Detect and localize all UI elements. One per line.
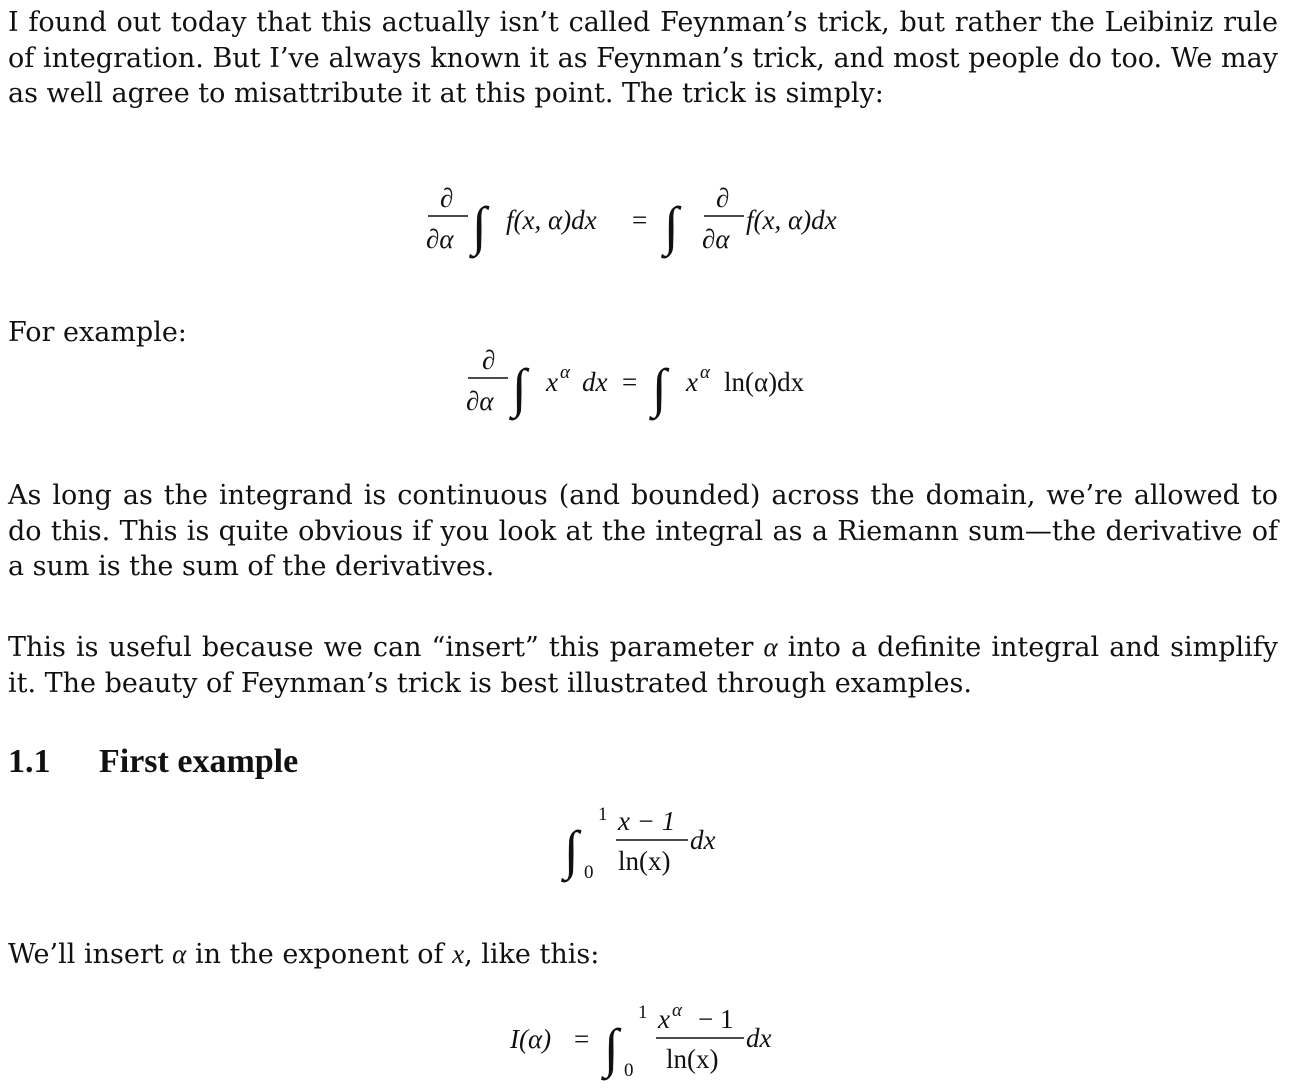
insert-text-end: , like this: xyxy=(464,939,600,970)
insert-text-mid: in the exponent of xyxy=(186,939,453,970)
partial-alpha: ∂α xyxy=(466,386,494,416)
intro-paragraph: I found out today that this actually isn’t called Feynman’s trick, but rather the Leibiniz rule of integration. But I’ve always known it as Feynman’s trick, and most people do too. We may as well agree to misattribute it at this point. The trick is simply: xyxy=(8,7,1278,109)
numerator-minus-one: − 1 xyxy=(698,1004,734,1034)
useful-paragraph xyxy=(8,630,1278,701)
section-title: First example xyxy=(99,743,299,780)
equals-sign: = xyxy=(632,205,648,235)
equation-first-integral xyxy=(560,800,760,890)
dx: dx xyxy=(582,367,608,397)
section-number: 1.1 xyxy=(8,743,51,780)
I-of-alpha: I(α) xyxy=(510,1024,552,1054)
lower-limit: 0 xyxy=(584,862,594,883)
useful-text-end: into a definite integral and simplify it. The beauty of Feynman’s trick is best illustrated through examples. xyxy=(8,632,1278,699)
numerator-alpha: α xyxy=(672,1000,682,1021)
exponent-alpha: α xyxy=(700,362,710,383)
continuity-paragraph: As long as the integrand is continuous (and bounded) across the domain, we’re allowed to do this. This is quite obvious if you look at the integral as a Riemann sum—the derivative of a sum is the sum of the derivatives. xyxy=(8,480,1278,582)
integral-sign: ∫ xyxy=(652,358,667,418)
partial-symbol: ∂ xyxy=(716,183,730,213)
variable-x: x xyxy=(546,367,558,397)
integral-sign: ∫ xyxy=(512,358,527,418)
denominator: ln(x) xyxy=(666,1044,719,1074)
upper-limit: 1 xyxy=(598,804,608,825)
variable-x: x xyxy=(686,367,698,397)
insert-text-start: We’ll insert xyxy=(8,939,173,970)
integral-sign: ∫ xyxy=(604,1018,619,1078)
equals-sign: = xyxy=(574,1024,590,1054)
for-example-label: For example: xyxy=(8,317,187,348)
inline-alpha: α xyxy=(172,939,187,969)
ln-term: ln(α)dx xyxy=(724,367,805,397)
equals-sign: = xyxy=(622,367,638,397)
integral-sign: ∫ xyxy=(472,196,487,256)
insert-sentence xyxy=(8,937,599,972)
exponent-alpha: α xyxy=(560,362,570,383)
partial-symbol: ∂ xyxy=(440,183,454,213)
lhs-integrand: f(x, α)dx xyxy=(506,205,597,235)
equation-power-example xyxy=(462,340,842,430)
numerator-x: x xyxy=(658,1004,670,1034)
numerator: x − 1 xyxy=(618,806,676,836)
integral-sign: ∫ xyxy=(564,820,579,880)
useful-text-start: This is useful because we can “insert” this parameter xyxy=(8,632,764,663)
integral-sign: ∫ xyxy=(664,196,679,256)
dx: dx xyxy=(746,1023,772,1053)
inline-alpha: α xyxy=(763,632,778,662)
upper-limit: 1 xyxy=(638,1002,648,1023)
partial-alpha: ∂α xyxy=(426,224,454,254)
equation-leibniz-rule xyxy=(420,178,880,268)
partial-alpha: ∂α xyxy=(702,224,730,254)
denominator: ln(x) xyxy=(618,846,671,876)
lower-limit: 0 xyxy=(624,1060,634,1081)
inline-x: x xyxy=(452,939,465,969)
dx: dx xyxy=(690,825,716,855)
rhs-integrand: f(x, α)dx xyxy=(746,205,837,235)
equation-parametrized-integral xyxy=(508,998,808,1088)
partial-symbol: ∂ xyxy=(482,345,496,375)
section-heading xyxy=(8,741,298,783)
